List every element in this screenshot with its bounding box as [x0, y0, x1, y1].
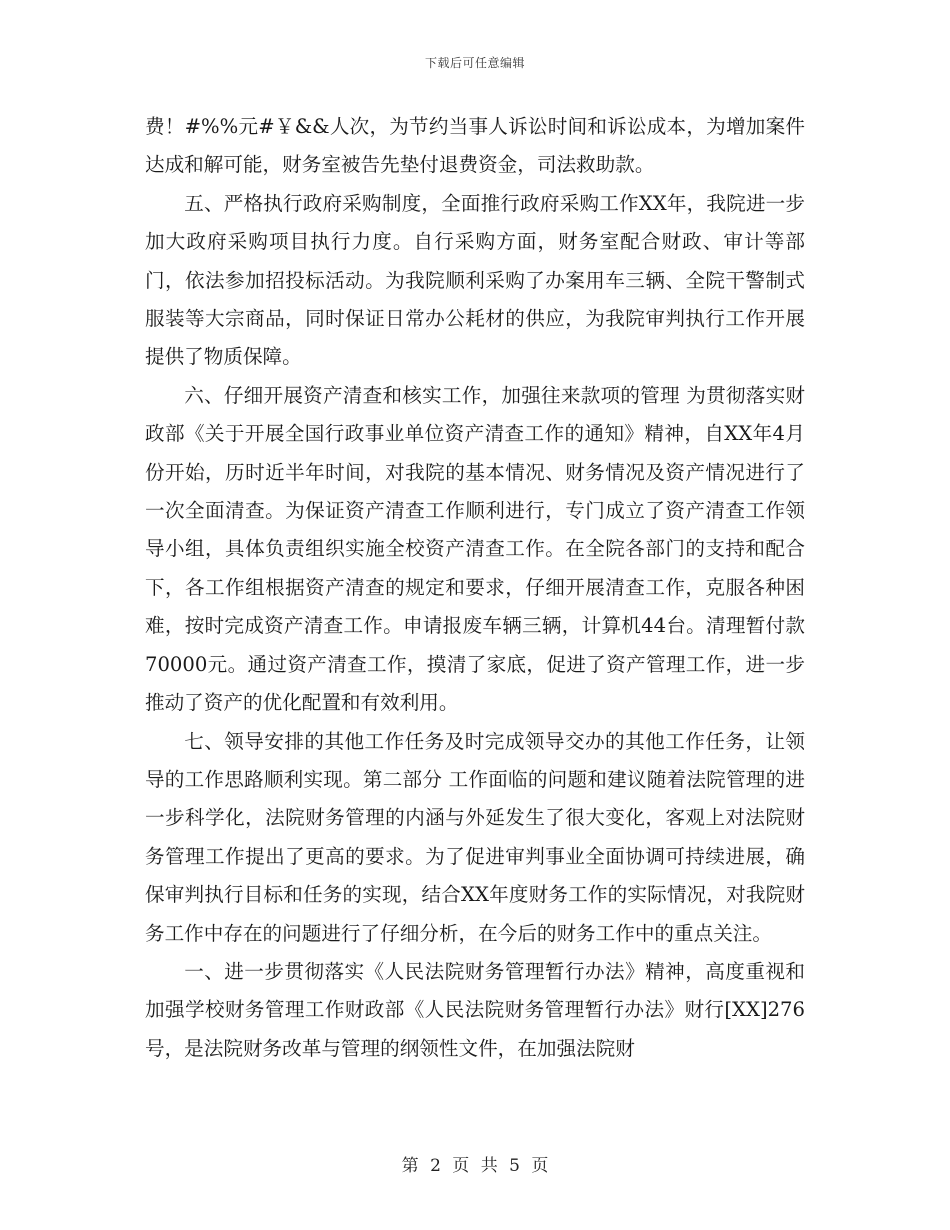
- paragraph-financial-regulation: 一、进一步贯彻落实《人民法院财务管理暂行办法》精神，高度重视和加强学校财务管理工作财政部《人民法院财务管理暂行办法》财行[XX]276号，是法院财务改革与管理的纲领性文件，在加强法院财: [145, 959, 805, 1060]
- document-body: [145, 108, 805, 1068]
- paragraph-other-tasks: 七、领导安排的其他工作任务及时完成领导交办的其他工作任务，让领导的工作思路顺利实现。第二部分 工作面临的问题和建议随着法院管理的进一步科学化，法院财务管理的内涵与外延发生了很大变化，客观上对法院财务管理工作提出了更高的要求。为了促进审判事业全面协调可持续进展，确保审判执行目标和任务的实现，结合XX年度财务工作的实际情况，对我院财务工作中存在的问题进行了仔细分析，在今后的财务工作中的重点关注。: [145, 729, 805, 945]
- page-number: 第 2 页 共 5 页: [401, 1156, 549, 1176]
- paragraph-continuation: 费！#%%元#￥&&人次，为节约当事人诉讼时间和诉讼成本，为增加案件达成和解可能，财务室被告先垫付退费资金，司法救助款。: [145, 115, 805, 177]
- paragraph-government-procurement: 五、严格执行政府采购制度，全面推行政府采购工作XX年，我院进一步加大政府采购项目执行力度。自行采购方面，财务室配合财政、审计等部门，依法参加招投标活动。为我院顺利采购了办案用车三辆、全院干警制式服装等大宗商品，同时保证日常办公耗材的供应，为我院审判执行工作开展提供了物质保障。: [145, 191, 805, 369]
- page-header: 下载后可任意编辑: [424, 56, 525, 70]
- paragraph-asset-inventory: 六、仔细开展资产清查和核实工作，加强往来款项的管理 为贯彻落实财政部《关于开展全国行政事业单位资产清查工作的通知》精神，自XX年4月份开始，历时近半年时间，对我院的基本情况、财务情况及资产情况进行了一次全面清查。为保证资产清查工作顺利进行，专门成立了资产清查工作领导小组，具体负责组织实施全校资产清查工作。在全院各部门的支持和配合下，各工作组根据资产清查的规定和要求，仔细开展清查工作，克服各种困难，按时完成资产清查工作。申请报废车辆三辆，计算机44台。清理暂付款70000元。通过资产清查工作，摸清了家底，促进了资产管理工作，进一步推动了资产的优化配置和有效利用。: [145, 383, 805, 715]
